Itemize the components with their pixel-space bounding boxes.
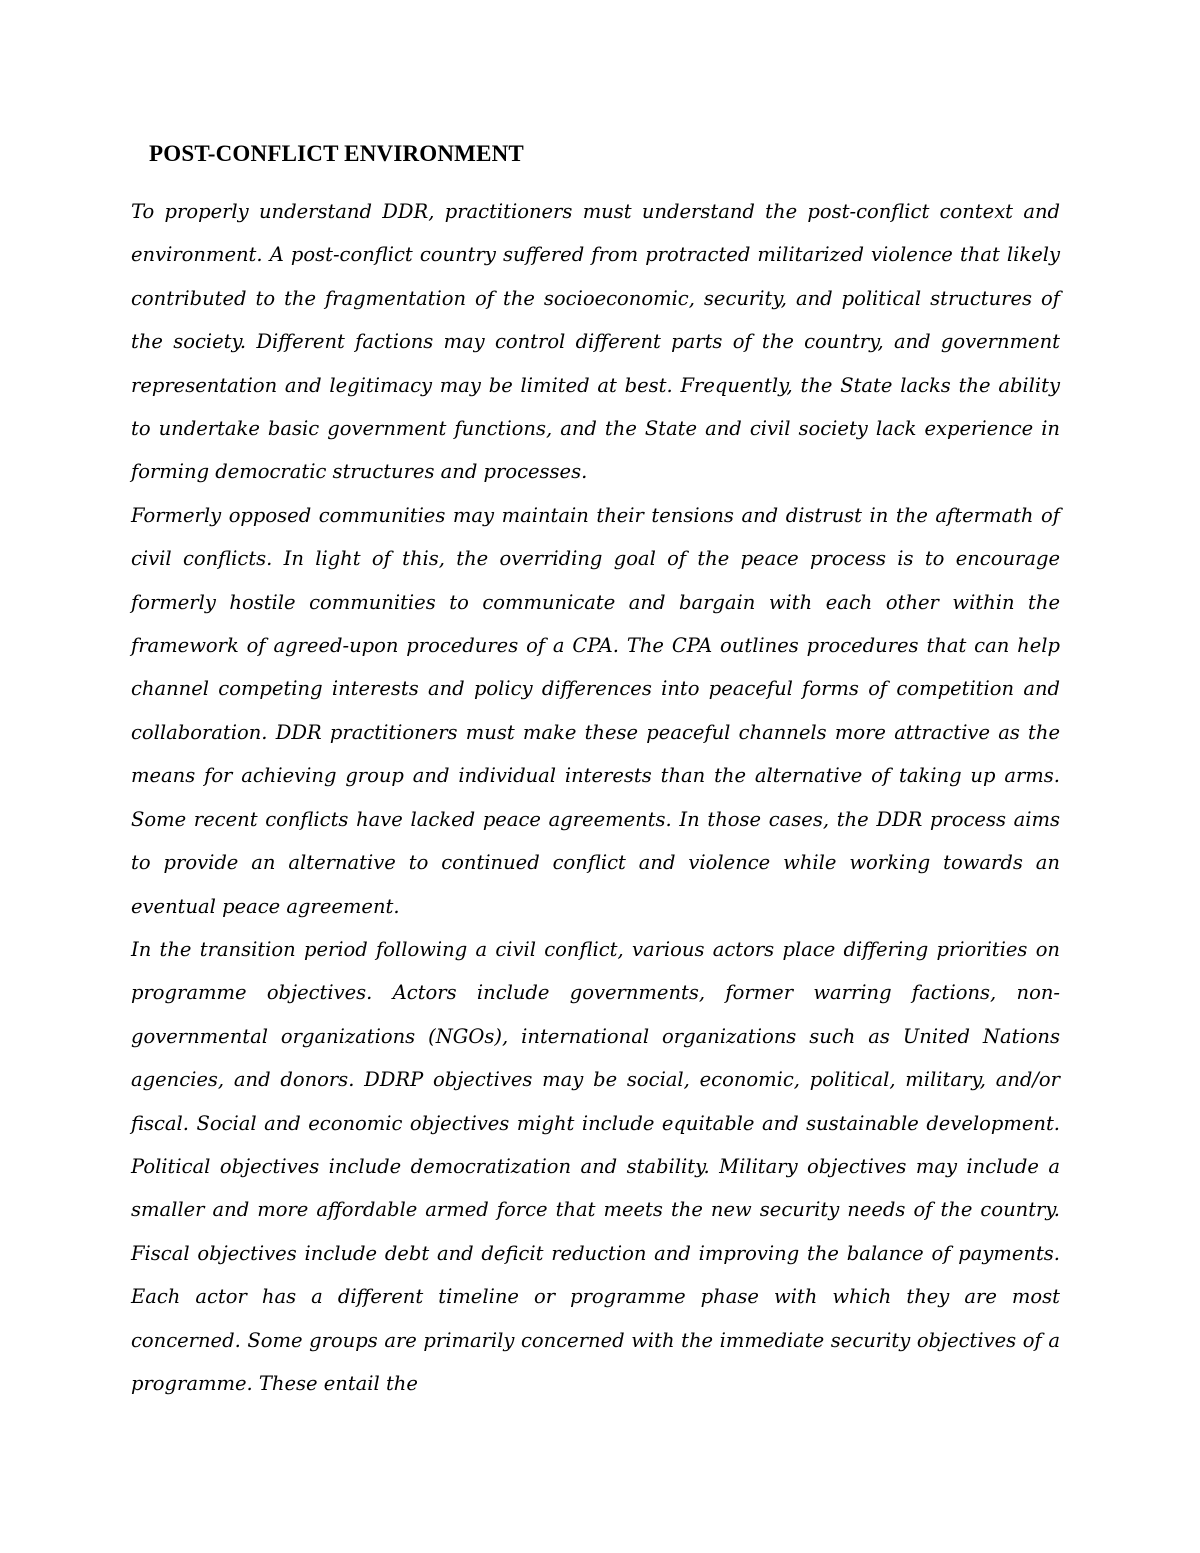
paragraph-1: To properly understand DDR, practitioners must understand the post-conflict context and environment. A post-conflict country suffered from protracted militarized violence that likely contributed to the fragmentation of the socioeconomic, security, and political structures of the society. Different factions may control different parts of the country, and government representation and legitimacy may be limited at best. Frequently, the State lacks the ability to undertake basic government functions, and the State and civil society lack experience in forming democratic structures and processes.	[131, 200, 1060, 484]
paragraph-2: Formerly opposed communities may maintain their tensions and distrust in the aftermath of civil conflicts. In light of this, the overriding goal of the peace process is to encourage formerly hostile communities to communicate and bargain with each other within the framework of agreed-upon procedures of a CPA. The CPA outlines procedures that can help channel competing interests and policy differences into peaceful forms of competition and collaboration. DDR practitioners must make these peaceful channels more attractive as the means for achieving group and individual interests than the alternative of taking up arms. Some recent conflicts have lacked peace agreements. In those cases, the DDR process aims to provide an alternative to continued conflict and violence while working towards an eventual peace agreement.	[131, 503, 1060, 918]
paragraph-3: In the transition period following a civil conflict, various actors place differing priorities on programme objectives. Actors include governments, former warring factions, non-governmental organizations (NGOs), international organizations such as United Nations agencies, and donors. DDRP objectives may be social, economic, political, military, and/or fiscal. Social and economic objectives might include equitable and sustainable development. Political objectives include democratization and stability. Military objectives may include a smaller and more affordable armed force that meets the new security needs of the country. Fiscal objectives include debt and deficit reduction and improving the balance of payments. Each actor has a different timeline or programme phase with which they are most concerned. Some groups are primarily concerned with the immediate security objectives of a programme. These entail the	[131, 937, 1060, 1395]
document-heading: POST-CONFLICT ENVIRONMENT	[149, 141, 524, 166]
document-body	[131, 190, 1060, 1405]
